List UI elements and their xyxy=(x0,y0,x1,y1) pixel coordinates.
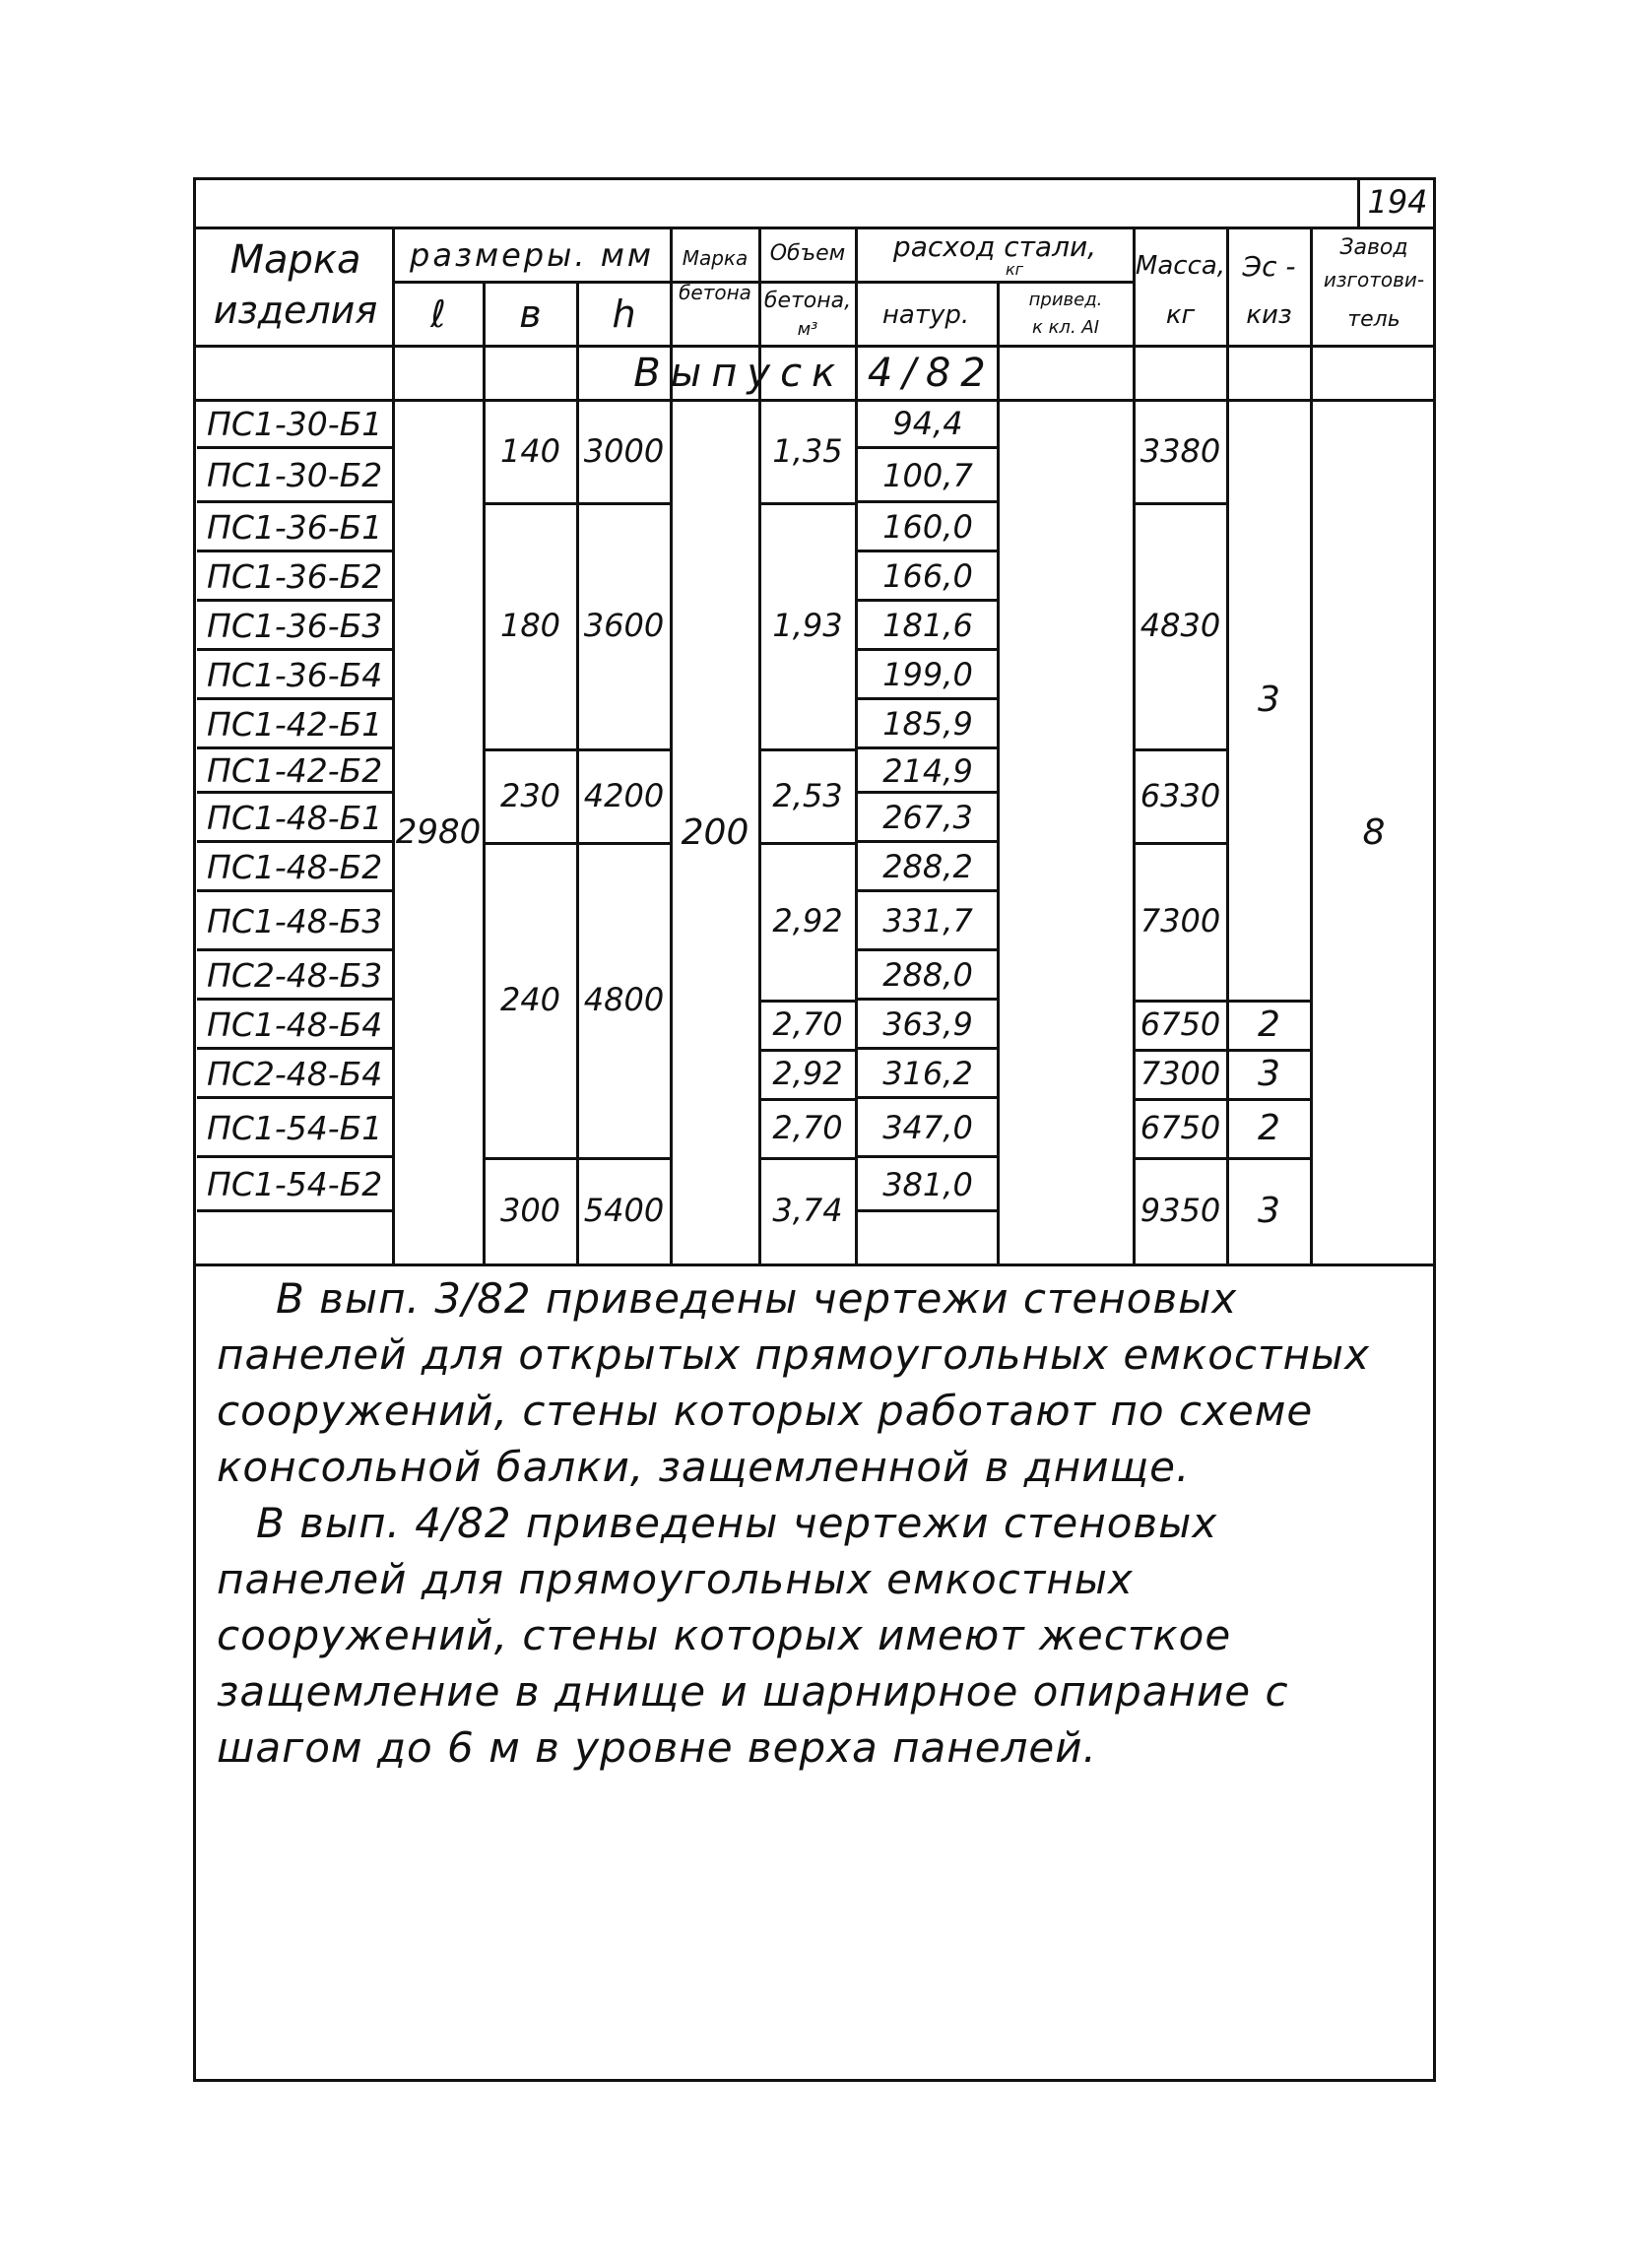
header-steel-line2: кг xyxy=(1005,259,1024,279)
volume-value: 2,92 xyxy=(772,1055,843,1092)
mass-value: 7300 xyxy=(1140,1055,1221,1092)
table-bottom-rule xyxy=(193,1264,1436,1266)
product-mark: ПС1-54-Б1 xyxy=(207,1108,383,1147)
header-subdivider xyxy=(394,281,680,284)
header-subdivider xyxy=(758,281,1133,284)
header-sketch-line2: киз xyxy=(1246,300,1292,330)
top-rule xyxy=(193,227,1436,229)
height-value: 4800 xyxy=(583,981,665,1018)
width-value: 180 xyxy=(499,607,561,644)
product-mark: ПС1-30-Б1 xyxy=(207,404,383,443)
product-mark: ПС1-36-Б4 xyxy=(207,655,383,694)
height-value: 4200 xyxy=(583,776,665,814)
header-mark-line1: Марка xyxy=(229,237,361,283)
mass-value: 4830 xyxy=(1140,607,1221,644)
product-mark: ПС1-42-Б1 xyxy=(207,704,383,744)
steel-natural-value: 381,0 xyxy=(882,1165,973,1203)
header-dim-h: h xyxy=(612,292,636,336)
product-mark: ПС1-48-Б3 xyxy=(207,901,383,940)
header-volume-line1: Объем xyxy=(769,240,846,266)
volume-value: 1,35 xyxy=(772,431,843,470)
page-number: 194 xyxy=(1367,183,1428,221)
sketch-value: 2 xyxy=(1258,1004,1280,1045)
volume-value: 3,74 xyxy=(772,1192,843,1229)
header-steel-natural: натур. xyxy=(881,300,970,330)
product-mark: ПС2-48-Б3 xyxy=(207,955,383,995)
plant-value: 8 xyxy=(1362,811,1386,853)
row-rule xyxy=(857,1209,997,1212)
sketch-value: 3 xyxy=(1258,679,1280,720)
steel-natural-value: 94,4 xyxy=(892,405,963,442)
mass-value: 3380 xyxy=(1140,431,1221,470)
steel-natural-value: 288,0 xyxy=(882,956,973,994)
header-volume-line3: м³ xyxy=(797,318,818,340)
steel-natural-value: 100,7 xyxy=(882,456,973,494)
steel-natural-value: 160,0 xyxy=(882,508,973,546)
volume-value: 2,53 xyxy=(772,776,843,814)
volume-value: 1,93 xyxy=(772,607,843,644)
height-value: 3600 xyxy=(583,607,665,644)
width-value: 240 xyxy=(499,981,561,1018)
height-value: 3000 xyxy=(583,431,665,470)
volume-value: 2,70 xyxy=(772,1109,843,1146)
mass-value: 7300 xyxy=(1140,902,1221,940)
header-dim-b: в xyxy=(519,292,542,336)
width-value: 300 xyxy=(499,1192,561,1229)
product-mark: ПС1-36-Б3 xyxy=(207,606,383,645)
header-steel-reduced-line1: привед. xyxy=(1028,289,1103,310)
product-mark: ПС2-48-Б4 xyxy=(207,1054,383,1093)
header-concrete-grade-line1: Марка xyxy=(682,246,749,270)
mass-value: 6330 xyxy=(1140,776,1221,814)
steel-natural-value: 181,6 xyxy=(882,607,973,644)
mass-value: 6750 xyxy=(1140,1005,1221,1043)
product-mark: ПС1-48-Б2 xyxy=(207,847,383,886)
product-mark: ПС1-30-Б2 xyxy=(207,456,383,494)
release-label: Выпуск 4/82 xyxy=(633,351,996,396)
steel-natural-value: 363,9 xyxy=(882,1005,973,1043)
header-mark-line2: изделия xyxy=(213,289,378,332)
product-mark: ПС1-48-Б4 xyxy=(207,1004,383,1044)
steel-natural-value: 267,3 xyxy=(882,799,973,836)
header-dimensions: размеры. мм xyxy=(410,236,654,274)
notes-block xyxy=(217,1270,1418,1776)
volume-value: 2,70 xyxy=(772,1005,843,1043)
steel-natural-value: 185,9 xyxy=(882,705,973,743)
volume-value: 2,92 xyxy=(772,902,843,940)
mass-value: 9350 xyxy=(1140,1192,1221,1229)
header-plant-line3: тель xyxy=(1347,306,1400,332)
product-mark: ПС1-36-Б1 xyxy=(207,507,383,547)
steel-natural-value: 331,7 xyxy=(882,902,973,940)
header-steel-line1: расход стали, xyxy=(892,229,1097,263)
sketch-value: 3 xyxy=(1258,1190,1280,1231)
mass-value: 6750 xyxy=(1140,1109,1221,1146)
steel-natural-value: 316,2 xyxy=(882,1055,973,1092)
header-volume-line2: бетона, xyxy=(763,288,852,313)
steel-natural-value: 347,0 xyxy=(882,1109,973,1146)
steel-natural-value: 288,2 xyxy=(882,848,973,885)
header-plant-line2: изготови- xyxy=(1323,268,1425,292)
product-mark: ПС1-42-Б2 xyxy=(207,751,383,790)
header-plant-line1: Завод xyxy=(1339,234,1408,260)
header-mass-line1: Масса, xyxy=(1135,251,1226,281)
sketch-value: 2 xyxy=(1258,1107,1280,1148)
length-value: 2980 xyxy=(395,812,482,852)
header-concrete-grade-line2: бетона xyxy=(679,281,751,304)
width-value: 230 xyxy=(499,776,561,814)
height-value: 5400 xyxy=(583,1192,665,1229)
note-paragraph: В вып. 4/82 приведены чертежи стеновых панелей для прямоугольных емкостных сооружений, стены которых имеют жесткое защемление в днище и шарнирное опирание с шагом до 6 м в уровне верха панелей. xyxy=(217,1499,1289,1772)
product-mark: ПС1-54-Б2 xyxy=(207,1165,383,1203)
concrete-grade-value: 200 xyxy=(681,811,749,853)
steel-natural-value: 214,9 xyxy=(882,751,973,790)
sketch-value: 3 xyxy=(1258,1053,1280,1094)
product-mark: ПС1-48-Б1 xyxy=(207,798,383,837)
col-border xyxy=(997,281,1000,1265)
product-mark: ПС1-36-Б2 xyxy=(207,556,383,596)
row-rule xyxy=(197,1209,392,1212)
header-dim-l: ℓ xyxy=(430,292,446,336)
note-paragraph: В вып. 3/82 приведены чертежи стеновых панелей для открытых прямоугольных емкостных сооружений, стены которых работают по схеме консольной балки, защемленной в днище. xyxy=(217,1274,1370,1491)
steel-natural-value: 199,0 xyxy=(882,656,973,693)
header-sketch-line1: Эс - xyxy=(1242,249,1296,283)
header-mass-line2: кг xyxy=(1165,300,1196,330)
steel-natural-value: 166,0 xyxy=(882,557,973,595)
width-value: 140 xyxy=(499,431,561,470)
header-steel-reduced-line2: к кл. АI xyxy=(1031,316,1100,338)
